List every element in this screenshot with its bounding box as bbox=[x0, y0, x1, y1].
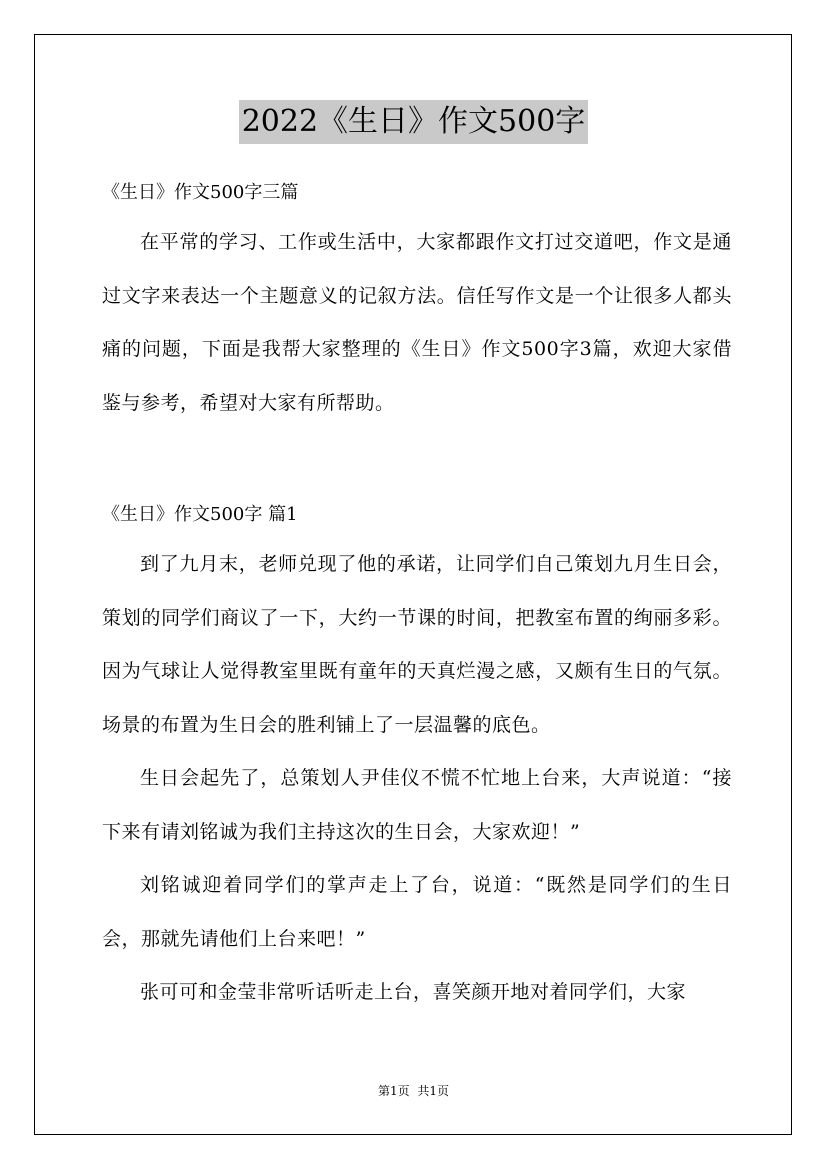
section-spacer bbox=[102, 430, 732, 492]
intro-paragraph: 在平常的学习、工作或生活中，大家都跟作文打过交道吧，作文是通过文字来表达一个主题意义的记叙方法。信任写作文是一个让很多人都头痛的问题，下面是我帮大家整理的《生日》作文500字3篇，欢迎大家借鉴与参考，希望对大家有所帮助。 bbox=[102, 231, 732, 414]
essay-heading: 《生日》作文500字 篇1 bbox=[102, 504, 298, 525]
section-heading: 《生日》作文500字三篇 bbox=[102, 182, 299, 203]
page-total: 共1页 bbox=[417, 1084, 449, 1098]
title-container bbox=[0, 100, 827, 144]
essay-paragraph-2: 生日会起先了，总策划人尹佳仪不慌不忙地上台来，大声说道：“接下来有请刘铭诚为我们主持这次的生日会，大家欢迎！” bbox=[102, 767, 732, 843]
essay-paragraph-4: 张可可和金莹非常听话听走上台，喜笑颜开地对着同学们，大家 bbox=[140, 981, 687, 1003]
essay-paragraph-3: 刘铭诚迎着同学们的掌声走上了台，说道：“既然是同学们的生日会，那就先请他们上台来吧！” bbox=[102, 874, 732, 950]
page-footer bbox=[0, 1082, 827, 1100]
essay-paragraph-1: 到了九月末，老师兑现了他的承诺，让同学们自己策划九月生日会，策划的同学们商议了一下，大约一节课的时间，把教室布置的绚丽多彩。因为气球让人觉得教室里既有童年的天真烂漫之感，又颇有生日的气氛。场景的布置为生日会的胜利铺上了一层温馨的底色。 bbox=[102, 553, 732, 736]
document-title: 2022《生日》作文500字 bbox=[239, 100, 589, 144]
page-number: 第1页 bbox=[378, 1084, 410, 1098]
document-body bbox=[102, 170, 732, 1020]
